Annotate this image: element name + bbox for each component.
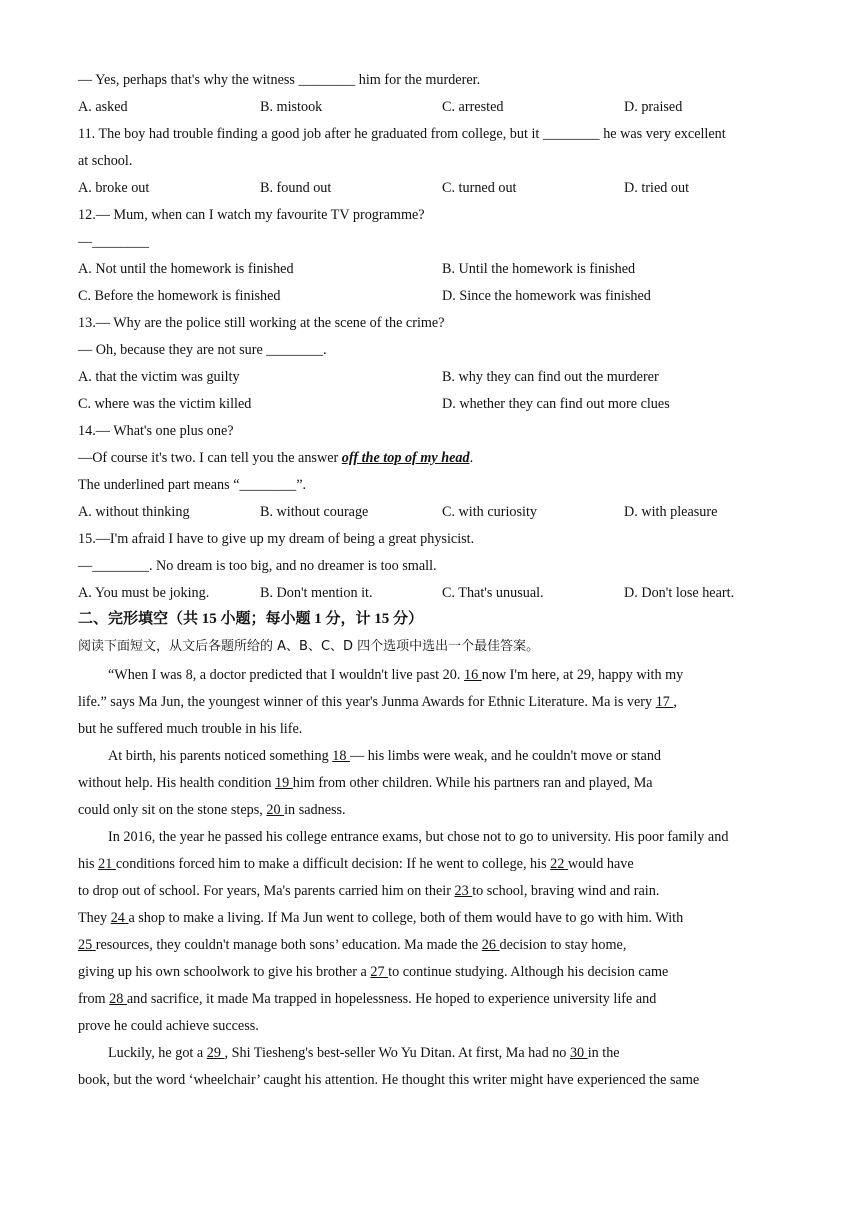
q11-option-a[interactable]: A. broke out <box>78 180 150 196</box>
passage-line <box>108 828 728 846</box>
passage-text: in sadness. <box>284 802 346 818</box>
passage-text: to school, braving wind and rain. <box>472 883 660 899</box>
passage-text: decision to stay home, <box>499 937 627 953</box>
passage-text: without help. His health condition <box>78 775 276 791</box>
q13-option-b[interactable]: B. why they can find out the murderer <box>442 369 659 385</box>
blank-number[interactable]: 26 <box>481 937 500 953</box>
blank-number[interactable]: 27 <box>370 964 389 980</box>
q12-stem-line1: 12.— Mum, when can I watch my favourite TV programme? <box>78 207 425 223</box>
q11-option-c[interactable]: C. turned out <box>442 180 517 196</box>
q15-option-a[interactable]: A. You must be joking. <box>78 585 210 601</box>
blank-number[interactable]: 23 <box>454 883 473 899</box>
q14-option-a[interactable]: A. without thinking <box>78 504 190 520</box>
q14-stem-line1: 14.— What's one plus one? <box>78 423 234 439</box>
blank-number[interactable]: 25 <box>78 937 96 953</box>
blank-number[interactable]: 18 <box>332 748 350 764</box>
q13-option-c[interactable]: C. where was the victim killed <box>78 396 252 412</box>
blank-number[interactable]: 22 <box>550 856 568 872</box>
passage-text: resources, they couldn't manage both sons’ education. Ma made the <box>95 937 482 953</box>
passage-line <box>78 1017 259 1035</box>
passage-text: prove he could achieve success. <box>78 1018 259 1034</box>
q14-stem-line2 <box>78 449 473 467</box>
passage-line <box>108 666 683 684</box>
q14-option-c[interactable]: C. with curiosity <box>442 504 537 520</box>
blank-number[interactable]: 28 <box>109 991 127 1007</box>
passage-text: In 2016, the year he passed his college entrance exams, but chose not to go to university. His poor family and <box>108 829 729 845</box>
passage-text: could only sit on the stone steps, <box>78 802 267 818</box>
q15-option-d[interactable]: D. Don't lose heart. <box>624 585 735 601</box>
blank-number[interactable]: 19 <box>275 775 293 791</box>
passage-text: but he suffered much trouble in his life. <box>78 721 303 737</box>
blank-number[interactable]: 20 <box>266 802 285 818</box>
passage-text: At birth, his parents noticed something <box>108 748 333 764</box>
passage-line <box>78 990 656 1008</box>
passage-text: book, but the word ‘wheelchair’ caught his attention. He thought this writer might have experienced the same <box>78 1072 700 1088</box>
passage-line <box>78 1071 699 1089</box>
passage-text: giving up his own schoolwork to give his brother a <box>78 964 371 980</box>
passage-text: “When I was 8, a doctor predicted that I wouldn't live past 20. <box>108 667 464 683</box>
passage-text: Luckily, he got a <box>108 1045 207 1061</box>
q14-stem-period: . <box>469 450 474 466</box>
passage-line <box>108 1044 620 1062</box>
q12-option-d[interactable]: D. Since the homework was finished <box>442 288 651 304</box>
q13-option-d[interactable]: D. whether they can find out more clues <box>442 396 670 412</box>
q15-stem-line1: 15.—I'm afraid I have to give up my dream of being a great physicist. <box>78 531 475 547</box>
passage-line <box>78 909 683 927</box>
blank-number[interactable]: 21 <box>98 856 116 872</box>
passage-text: his <box>78 856 99 872</box>
q11-option-d[interactable]: D. tried out <box>624 180 690 196</box>
passage-text: from <box>78 991 110 1007</box>
passage-line <box>78 936 626 954</box>
passage-line <box>78 720 302 738</box>
q14-underlined-phrase: off the top of my head <box>341 450 470 466</box>
passage-line <box>78 963 668 981</box>
blank-number[interactable]: 24 <box>110 910 129 926</box>
section-instruction: 阅读下面短文，从文后各题所给的 A、B、C、D 四个选项中选出一个最佳答案。 <box>78 639 540 654</box>
passage-line <box>78 882 659 900</box>
passage-text: , <box>673 694 677 710</box>
passage-text: would have <box>567 856 634 872</box>
q10-dialogue-line: — Yes, perhaps that's why the witness ________ him for the murderer. <box>78 72 481 88</box>
q10-option-d[interactable]: D. praised <box>624 99 683 115</box>
passage-line <box>78 774 653 792</box>
passage-text: a shop to make a living. If Ma Jun went to college, both of them would have to go with him. With <box>128 910 684 926</box>
blank-number[interactable]: 17 <box>655 694 674 710</box>
blank-number[interactable]: 30 <box>569 1045 588 1061</box>
q14-stem-text: —Of course it's two. I can tell you the answer <box>78 450 342 466</box>
passage-line <box>78 801 346 819</box>
q11-stem-line2: at school. <box>78 153 133 169</box>
q10-option-b[interactable]: B. mistook <box>260 99 323 115</box>
passage-text: conditions forced him to make a difficult decision: If he went to college, his <box>115 856 551 872</box>
passage-line <box>108 747 661 765</box>
q10-option-c[interactable]: C. arrested <box>442 99 504 115</box>
blank-number[interactable]: 16 <box>463 667 482 683</box>
q10-option-a[interactable]: A. asked <box>78 99 128 115</box>
passage-text: to continue studying. Although his decision came <box>388 964 669 980</box>
q12-option-a[interactable]: A. Not until the homework is finished <box>78 261 294 277</box>
q12-option-b[interactable]: B. Until the homework is finished <box>442 261 636 277</box>
q13-stem-line2: — Oh, because they are not sure ________. <box>78 342 327 358</box>
passage-text: , Shi Tiesheng's best-seller Wo Yu Ditan. At first, Ma had no <box>224 1045 570 1061</box>
q15-option-c[interactable]: C. That's unusual. <box>442 585 544 601</box>
passage-text: now I'm here, at 29, happy with my <box>481 667 684 683</box>
passage-line <box>78 693 677 711</box>
q12-stem-line2: —________ <box>78 234 149 250</box>
passage-text: life.” says Ma Jun, the youngest winner of this year's Junma Awards for Ethnic Literature. Ma is very <box>78 694 656 710</box>
passage-text: — his limbs were weak, and he couldn't move or stand <box>349 748 662 764</box>
blank-number[interactable]: 29 <box>206 1045 225 1061</box>
section-heading: 二、完形填空（共 15 小题；每小题 1 分，计 15 分） <box>78 611 424 627</box>
passage-text: to drop out of school. For years, Ma's parents carried him on their <box>78 883 455 899</box>
q14-stem-line3: The underlined part means “________”. <box>78 477 307 493</box>
q15-stem-line2: —________. No dream is too big, and no dreamer is too small. <box>78 558 437 574</box>
passage-line <box>78 855 634 873</box>
passage-text: They <box>78 910 111 926</box>
q13-stem-line1: 13.— Why are the police still working at the scene of the crime? <box>78 315 445 331</box>
passage-text: and sacrifice, it made Ma trapped in hopelessness. He hoped to experience university life and <box>126 991 657 1007</box>
q14-option-b[interactable]: B. without courage <box>260 504 369 520</box>
passage-text: in the <box>587 1045 620 1061</box>
passage-text: him from other children. While his partners ran and played, Ma <box>292 775 653 791</box>
q13-option-a[interactable]: A. that the victim was guilty <box>78 369 240 385</box>
q14-option-d[interactable]: D. with pleasure <box>624 504 718 520</box>
q15-option-b[interactable]: B. Don't mention it. <box>260 585 373 601</box>
q11-stem-line1: 11. The boy had trouble finding a good job after he graduated from college, but it ________ he was very excellent <box>78 126 726 142</box>
q12-option-c[interactable]: C. Before the homework is finished <box>78 288 281 304</box>
q11-option-b[interactable]: B. found out <box>260 180 332 196</box>
